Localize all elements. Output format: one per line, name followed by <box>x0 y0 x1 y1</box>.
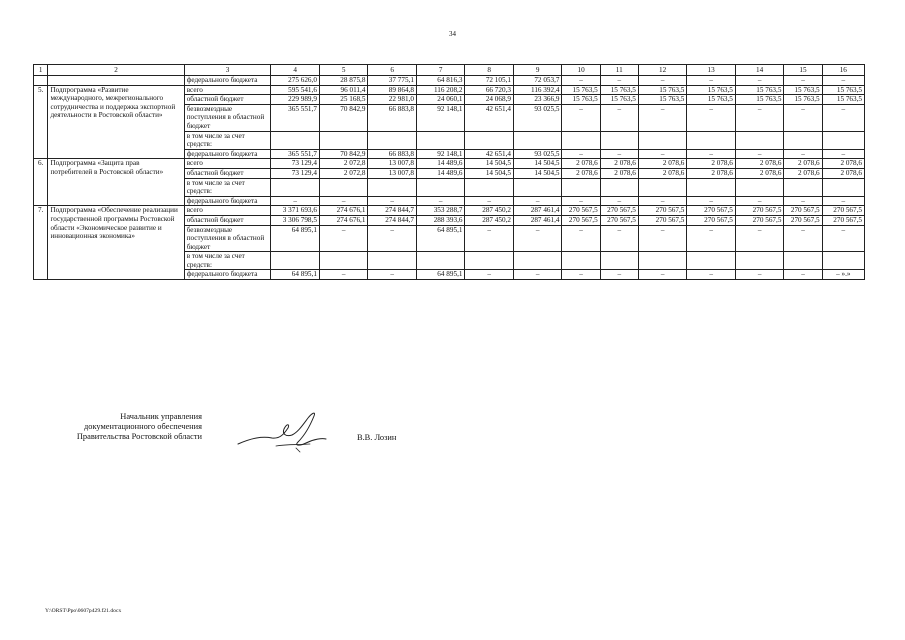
file-path: Y:\ORST\Ppo\0607p429.f21.docx <box>45 608 122 614</box>
value-cell <box>600 178 638 196</box>
subprogram-name-cell: Подпрограмма «Защита прав потребителей в Ростовской области» <box>48 159 184 206</box>
value-cell: 287 461,4 <box>513 215 562 225</box>
value-cell: 70 842,9 <box>319 149 368 159</box>
header-cell: 5 <box>319 65 368 76</box>
funding-source-cell: всего <box>184 159 271 169</box>
value-cell: 24 060,1 <box>416 95 465 105</box>
value-cell: 66 720,3 <box>465 85 514 95</box>
value-cell: 2 078,6 <box>638 168 687 178</box>
value-cell: – <box>368 225 417 252</box>
value-cell: 66 883,8 <box>368 104 417 131</box>
value-cell: – <box>513 196 562 206</box>
value-cell: – <box>687 225 736 252</box>
value-cell: – <box>687 76 736 86</box>
value-cell: 70 842,9 <box>319 104 368 131</box>
value-cell: – <box>319 196 368 206</box>
value-cell: – <box>822 225 864 252</box>
row-number-cell: 6. <box>34 159 48 206</box>
value-cell: 2 078,6 <box>735 159 784 169</box>
value-cell: 270 567,5 <box>638 215 687 225</box>
value-cell: 116 392,4 <box>513 85 562 95</box>
table-row <box>34 159 865 169</box>
funding-source-cell: федерального бюджета <box>184 149 271 159</box>
value-cell: 229 989,9 <box>271 95 320 105</box>
funding-source-cell: областной бюджет <box>184 215 271 225</box>
value-cell: – <box>822 104 864 131</box>
value-cell: 270 567,5 <box>735 215 784 225</box>
value-cell: 3 371 693,6 <box>271 206 320 216</box>
funding-source-cell: федерального бюджета <box>184 76 271 86</box>
header-cell: 7 <box>416 65 465 76</box>
value-cell: 270 567,5 <box>735 206 784 216</box>
header-cell: 16 <box>822 65 864 76</box>
value-cell: – <box>638 104 687 131</box>
value-cell: 287 461,4 <box>513 206 562 216</box>
value-cell <box>600 252 638 270</box>
table-row <box>34 85 865 95</box>
value-cell: 2 078,6 <box>562 168 600 178</box>
value-cell: 14 489,6 <box>416 168 465 178</box>
value-cell: 287 450,2 <box>465 215 514 225</box>
value-cell: 15 763,5 <box>600 85 638 95</box>
value-cell: 270 567,5 <box>687 206 736 216</box>
value-cell: 2 078,6 <box>687 159 736 169</box>
row-number-cell: 7. <box>34 206 48 280</box>
value-cell: 2 078,6 <box>784 159 822 169</box>
value-cell: – <box>562 225 600 252</box>
value-cell: 270 567,5 <box>562 215 600 225</box>
value-cell: 13 007,8 <box>368 168 417 178</box>
value-cell: 28 875,8 <box>319 76 368 86</box>
value-cell: – <box>368 270 417 280</box>
value-cell: 73 129,4 <box>271 168 320 178</box>
value-cell: – <box>562 104 600 131</box>
value-cell: 42 651,4 <box>465 104 514 131</box>
value-cell: – <box>784 149 822 159</box>
value-cell: 2 078,6 <box>638 159 687 169</box>
value-cell: 2 072,8 <box>319 159 368 169</box>
header-cell: 12 <box>638 65 687 76</box>
value-cell: – <box>735 196 784 206</box>
funding-source-cell: федерального бюджета <box>184 196 271 206</box>
value-cell: 270 567,5 <box>784 206 822 216</box>
funding-source-cell: безвозмездные поступления в областной бюджет <box>184 225 271 252</box>
header-cell: 8 <box>465 65 514 76</box>
value-cell: – <box>638 76 687 86</box>
value-cell: – <box>562 270 600 280</box>
value-cell: – <box>513 225 562 252</box>
value-cell: 2 078,6 <box>784 168 822 178</box>
signature-position-line: Правительства Ростовской области <box>76 432 202 442</box>
value-cell <box>784 252 822 270</box>
value-cell: 270 567,5 <box>687 215 736 225</box>
value-cell: 64 816,3 <box>416 76 465 86</box>
value-cell: 270 567,5 <box>600 206 638 216</box>
funding-source-cell: всего <box>184 206 271 216</box>
value-cell: 37 775,1 <box>368 76 417 86</box>
value-cell: 66 883,8 <box>368 149 417 159</box>
value-cell: 274 844,7 <box>368 215 417 225</box>
value-cell: 72 105,1 <box>465 76 514 86</box>
value-cell: 23 366,9 <box>513 95 562 105</box>
value-cell: 275 626,0 <box>271 76 320 86</box>
budget-table <box>33 64 865 280</box>
budget-table-body <box>34 65 865 280</box>
value-cell: – <box>562 76 600 86</box>
value-cell <box>416 178 465 196</box>
value-cell <box>784 131 822 149</box>
funding-source-cell: в том числе за счет средств: <box>184 178 271 196</box>
value-cell: 72 053,7 <box>513 76 562 86</box>
value-cell: 15 763,5 <box>822 85 864 95</box>
value-cell: 15 763,5 <box>600 95 638 105</box>
value-cell: – <box>271 196 320 206</box>
value-cell <box>638 131 687 149</box>
value-cell <box>822 252 864 270</box>
value-cell: 13 007,8 <box>368 159 417 169</box>
value-cell <box>562 178 600 196</box>
value-cell: – <box>687 104 736 131</box>
value-cell: – <box>416 196 465 206</box>
signature-position-line: Начальник управления <box>120 412 202 421</box>
value-cell: 116 208,2 <box>416 85 465 95</box>
value-cell: – <box>638 196 687 206</box>
value-cell: 15 763,5 <box>735 85 784 95</box>
value-cell: 3 306 798,5 <box>271 215 320 225</box>
value-cell: – <box>638 149 687 159</box>
row-number-cell: 5. <box>34 85 48 159</box>
signer-name: В.В. Лозин <box>357 433 397 442</box>
value-cell <box>271 178 320 196</box>
value-cell: – <box>319 270 368 280</box>
funding-source-cell: безвозмездные поступления в областной бюджет <box>184 104 271 131</box>
value-cell: – <box>784 225 822 252</box>
value-cell: 15 763,5 <box>687 95 736 105</box>
value-cell: – <box>687 270 736 280</box>
value-cell: 270 567,5 <box>822 206 864 216</box>
funding-source-cell: в том числе за счет средств: <box>184 252 271 270</box>
value-cell: – <box>735 149 784 159</box>
value-cell: – <box>562 149 600 159</box>
value-cell: – <box>687 196 736 206</box>
value-cell <box>784 178 822 196</box>
row-number-cell <box>34 76 48 86</box>
value-cell: – <box>822 76 864 86</box>
value-cell: 595 541,6 <box>271 85 320 95</box>
value-cell: 96 011,4 <box>319 85 368 95</box>
value-cell: – <box>465 270 514 280</box>
value-cell: 22 981,0 <box>368 95 417 105</box>
value-cell: 2 078,6 <box>822 159 864 169</box>
value-cell: – <box>822 196 864 206</box>
header-cell: 15 <box>784 65 822 76</box>
value-cell: 15 763,5 <box>562 95 600 105</box>
value-cell: – <box>784 270 822 280</box>
value-cell <box>465 252 514 270</box>
value-cell: 25 168,5 <box>319 95 368 105</box>
value-cell: 288 393,6 <box>416 215 465 225</box>
value-cell <box>465 131 514 149</box>
value-cell: – <box>735 225 784 252</box>
value-cell <box>271 131 320 149</box>
value-cell <box>513 131 562 149</box>
value-cell: 2 078,6 <box>822 168 864 178</box>
value-cell: 93 025,5 <box>513 104 562 131</box>
value-cell: 73 129,4 <box>271 159 320 169</box>
value-cell: 353 288,7 <box>416 206 465 216</box>
value-cell <box>638 252 687 270</box>
value-cell: – <box>513 270 562 280</box>
value-cell <box>319 252 368 270</box>
subprogram-name-cell <box>48 76 184 86</box>
table-row <box>34 206 865 216</box>
value-cell <box>319 178 368 196</box>
funding-source-cell: в том числе за счет средств: <box>184 131 271 149</box>
value-cell: – <box>600 149 638 159</box>
value-cell: – ».» <box>822 270 864 280</box>
value-cell: 42 651,4 <box>465 149 514 159</box>
value-cell: 2 078,6 <box>600 159 638 169</box>
header-cell: 6 <box>368 65 417 76</box>
value-cell <box>822 131 864 149</box>
signature-position <box>45 412 202 443</box>
value-cell <box>562 252 600 270</box>
value-cell <box>368 131 417 149</box>
value-cell: – <box>735 270 784 280</box>
value-cell: – <box>465 225 514 252</box>
value-cell <box>416 131 465 149</box>
value-cell: 365 551,7 <box>271 104 320 131</box>
value-cell: 64 895,1 <box>416 225 465 252</box>
header-cell: 4 <box>271 65 320 76</box>
value-cell: 15 763,5 <box>784 95 822 105</box>
value-cell: 270 567,5 <box>562 206 600 216</box>
header-cell: 2 <box>48 65 184 76</box>
value-cell: – <box>784 196 822 206</box>
value-cell: 15 763,5 <box>638 95 687 105</box>
value-cell <box>416 252 465 270</box>
value-cell: 2 078,6 <box>687 168 736 178</box>
value-cell: 2 078,6 <box>562 159 600 169</box>
value-cell: 274 676,1 <box>319 206 368 216</box>
value-cell: – <box>600 76 638 86</box>
value-cell: 270 567,5 <box>784 215 822 225</box>
header-cell: 3 <box>184 65 271 76</box>
funding-source-cell: областной бюджет <box>184 95 271 105</box>
value-cell <box>735 252 784 270</box>
value-cell <box>562 131 600 149</box>
subprogram-name-cell: Подпрограмма «Развитие международного, межрегионального сотрудничества и поддержка экспортной деятельности в Ростовской области» <box>48 85 184 159</box>
value-cell <box>735 178 784 196</box>
value-cell <box>513 178 562 196</box>
value-cell: 14 489,6 <box>416 159 465 169</box>
value-cell: – <box>638 270 687 280</box>
value-cell: – <box>784 104 822 131</box>
value-cell: 365 551,7 <box>271 149 320 159</box>
header-cell: 9 <box>513 65 562 76</box>
value-cell: – <box>319 225 368 252</box>
value-cell: 93 025,5 <box>513 149 562 159</box>
funding-source-cell: областной бюджет <box>184 168 271 178</box>
header-cell: 13 <box>687 65 736 76</box>
value-cell <box>687 252 736 270</box>
value-cell: 89 864,8 <box>368 85 417 95</box>
value-cell: – <box>600 225 638 252</box>
value-cell: 64 895,1 <box>271 225 320 252</box>
value-cell <box>638 178 687 196</box>
value-cell: 15 763,5 <box>784 85 822 95</box>
value-cell: 2 078,6 <box>600 168 638 178</box>
value-cell: 2 078,6 <box>735 168 784 178</box>
value-cell <box>465 178 514 196</box>
value-cell <box>600 131 638 149</box>
value-cell: 15 763,5 <box>638 85 687 95</box>
value-cell <box>687 178 736 196</box>
value-cell: – <box>687 149 736 159</box>
value-cell: 270 567,5 <box>638 206 687 216</box>
value-cell: – <box>465 196 514 206</box>
value-cell: 92 148,1 <box>416 149 465 159</box>
header-cell: 11 <box>600 65 638 76</box>
value-cell: – <box>822 149 864 159</box>
value-cell: 14 504,5 <box>513 159 562 169</box>
value-cell: 64 895,1 <box>271 270 320 280</box>
value-cell: 15 763,5 <box>822 95 864 105</box>
value-cell: 274 676,1 <box>319 215 368 225</box>
header-cell: 1 <box>34 65 48 76</box>
value-cell: 274 844,7 <box>368 206 417 216</box>
value-cell <box>687 131 736 149</box>
value-cell: – <box>600 270 638 280</box>
value-cell <box>271 252 320 270</box>
header-cell: 10 <box>562 65 600 76</box>
page-number: 34 <box>449 30 456 38</box>
signature-position-line: документационного обеспечения <box>84 422 202 432</box>
value-cell: 92 148,1 <box>416 104 465 131</box>
value-cell: – <box>368 196 417 206</box>
value-cell: 24 068,9 <box>465 95 514 105</box>
value-cell: 64 895,1 <box>416 270 465 280</box>
value-cell: 15 763,5 <box>735 95 784 105</box>
value-cell: 270 567,5 <box>600 215 638 225</box>
value-cell: – <box>735 76 784 86</box>
value-cell <box>513 252 562 270</box>
subprogram-name-cell: Подпрограмма «Обеспечение реализации государственной программы Ростовской области «Экономическое развитие и инновационная экономика» <box>48 206 184 280</box>
value-cell: 2 072,8 <box>319 168 368 178</box>
value-cell: – <box>562 196 600 206</box>
header-row <box>34 65 865 76</box>
value-cell <box>319 131 368 149</box>
header-cell: 14 <box>735 65 784 76</box>
value-cell: 270 567,5 <box>822 215 864 225</box>
value-cell: 15 763,5 <box>562 85 600 95</box>
value-cell: – <box>600 196 638 206</box>
value-cell <box>368 178 417 196</box>
value-cell: 287 450,2 <box>465 206 514 216</box>
value-cell <box>822 178 864 196</box>
value-cell: – <box>784 76 822 86</box>
funding-source-cell: федерального бюджета <box>184 270 271 280</box>
value-cell: 15 763,5 <box>687 85 736 95</box>
value-cell: 14 504,5 <box>513 168 562 178</box>
handwritten-signature <box>232 408 330 454</box>
value-cell <box>368 252 417 270</box>
value-cell: 14 504,5 <box>465 159 514 169</box>
value-cell: 14 504,5 <box>465 168 514 178</box>
table-row <box>34 76 865 86</box>
funding-source-cell: всего <box>184 85 271 95</box>
value-cell <box>735 131 784 149</box>
value-cell: – <box>600 104 638 131</box>
value-cell: – <box>638 225 687 252</box>
value-cell: – <box>735 104 784 131</box>
